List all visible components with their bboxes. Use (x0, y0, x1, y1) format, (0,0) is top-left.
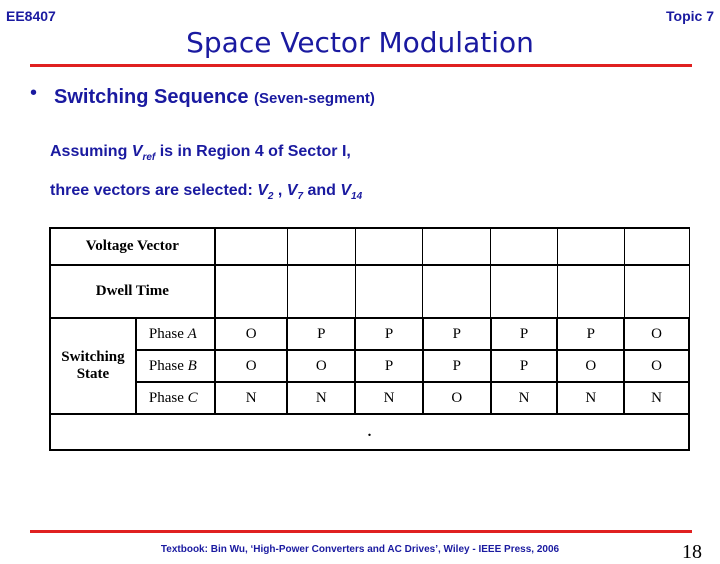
state-cell: N (557, 382, 624, 414)
phase-b-word: Phase (148, 357, 184, 374)
bottom-row (50, 414, 689, 450)
phase-c-row (50, 382, 689, 414)
dwell-time-cell (557, 265, 624, 318)
state-cell: P (355, 318, 423, 350)
dwell-time-cell (423, 265, 491, 318)
bottom-cell (50, 414, 689, 450)
phase-b-letter: B (187, 357, 197, 374)
state-cell: O (557, 350, 624, 382)
state-cell: N (215, 382, 288, 414)
bullet-icon: • (30, 82, 38, 104)
state-cell: O (624, 350, 689, 382)
intro-line2-prefix: three vectors are selected: (50, 182, 258, 199)
state-cell: P (355, 350, 423, 382)
phase-a-word: Phase (148, 325, 184, 342)
section-subheading: (Seven-segment) (254, 90, 375, 107)
dwell-time-cell (355, 265, 423, 318)
voltage-vector-cell (624, 228, 689, 265)
state-cell: P (491, 350, 558, 382)
page-number: 18 (682, 541, 702, 563)
phase-a-label (136, 318, 215, 350)
state-cell: P (491, 318, 558, 350)
switching-state-label: Switching State (50, 318, 136, 414)
vector-v2-symbol: V (257, 182, 268, 199)
vector-v2-subscript: 2 (267, 191, 274, 202)
vector-and: and (303, 182, 341, 199)
state-cell: O (287, 350, 355, 382)
bottom-rule (30, 530, 692, 533)
phase-c-letter: C (187, 389, 198, 406)
state-cell: N (624, 382, 689, 414)
bottom-mark: . (367, 423, 372, 440)
phase-b-label (136, 350, 215, 382)
vector-v7-symbol: V (286, 182, 298, 199)
state-cell: P (423, 318, 491, 350)
state-cell: P (423, 350, 491, 382)
dwell-time-row (50, 265, 689, 318)
intro-line-2 (50, 182, 362, 202)
intro-line1-prefix: Assuming (50, 143, 132, 160)
phase-b-row (50, 350, 689, 382)
dwell-time-label: Dwell Time (50, 265, 215, 318)
state-cell: O (423, 382, 491, 414)
voltage-vector-cell (287, 228, 355, 265)
dwell-time-cell (215, 265, 288, 318)
voltage-vector-cell (557, 228, 624, 265)
state-cell: O (215, 318, 288, 350)
voltage-vector-cell (423, 228, 491, 265)
switching-sequence-table (49, 227, 690, 451)
intro-line-1 (50, 143, 351, 163)
phase-a-letter: A (187, 325, 197, 342)
vector-v14-subscript: 14 (351, 191, 363, 202)
state-cell: O (215, 350, 288, 382)
state-cell: N (355, 382, 423, 414)
phase-c-label (136, 382, 215, 414)
section-heading-text: Switching Sequence (54, 86, 249, 108)
topic-label: Topic 7 (666, 8, 714, 24)
state-cell: N (491, 382, 558, 414)
course-code: EE8407 (6, 8, 56, 24)
dwell-time-cell (287, 265, 355, 318)
phase-c-word: Phase (148, 389, 184, 406)
voltage-vector-row (50, 228, 689, 265)
vref-symbol: V (131, 143, 143, 160)
dwell-time-cell (624, 265, 689, 318)
voltage-vector-cell (215, 228, 288, 265)
vref-subscript: ref (142, 152, 156, 163)
vector-v7-subscript: 7 (297, 191, 304, 202)
phase-a-row (50, 318, 689, 350)
state-cell: O (624, 318, 689, 350)
vector-separator: , (273, 182, 287, 199)
footer-citation: Textbook: Bin Wu, ‘High-Power Converters and AC Drives’, Wiley - IEEE Press, 2006 (160, 544, 560, 555)
voltage-vector-label: Voltage Vector (50, 228, 215, 265)
state-cell: P (287, 318, 355, 350)
voltage-vector-cell (355, 228, 423, 265)
vector-v14-symbol: V (340, 182, 352, 199)
slide-title: Space Vector Modulation (186, 26, 534, 59)
intro-line1-suffix: is in Region 4 of Sector I, (155, 143, 351, 160)
section-heading (54, 86, 375, 109)
dwell-time-cell (491, 265, 558, 318)
voltage-vector-cell (491, 228, 558, 265)
state-cell: P (557, 318, 624, 350)
state-cell: N (287, 382, 355, 414)
top-rule (30, 64, 692, 67)
